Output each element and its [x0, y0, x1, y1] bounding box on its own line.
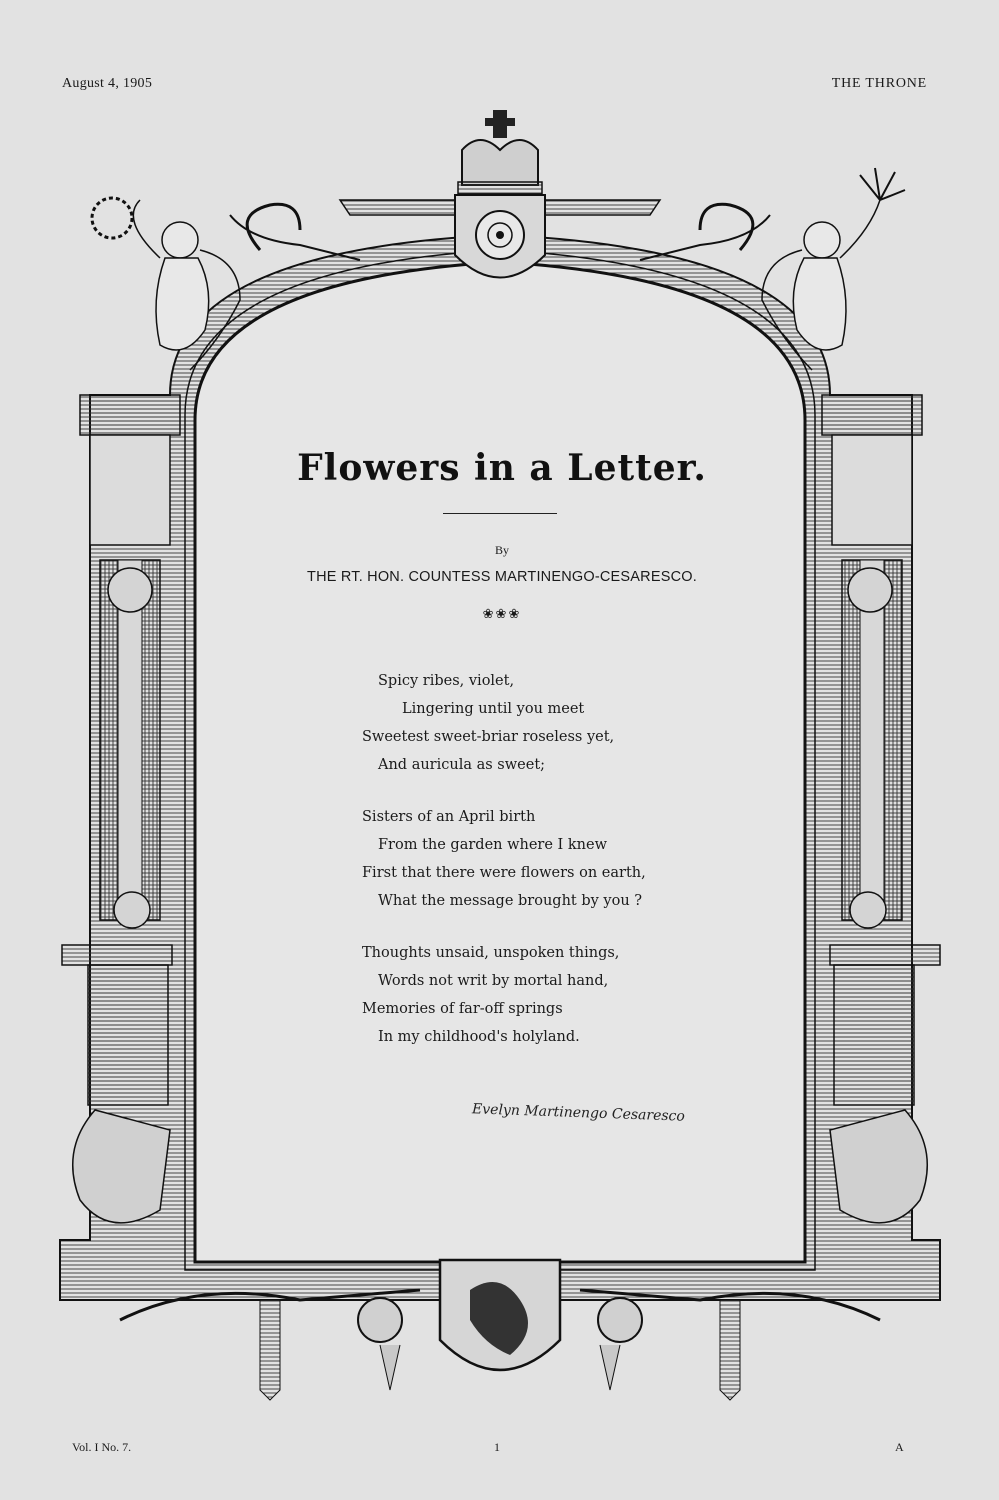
- poem-line: What the message brought by you ?: [378, 893, 643, 909]
- poem-line: Spicy ribes, violet,: [378, 673, 515, 689]
- poem-line: Lingering until you meet: [402, 701, 585, 717]
- ornament-divider: ❀❀❀: [482, 607, 522, 622]
- stanza: [362, 939, 646, 1051]
- poem-body: [362, 667, 646, 1075]
- poem-line: From the garden where I knew: [378, 837, 608, 853]
- volume-number: Vol. I No. 7.: [72, 1440, 132, 1454]
- poem-panel: [210, 355, 794, 1235]
- page-number: 1: [494, 1440, 500, 1454]
- crown-icon: [458, 110, 542, 194]
- poem-line: First that there were flowers on earth,: [362, 865, 646, 881]
- poem-line: Thoughts unsaid, unspoken things,: [362, 945, 620, 961]
- publication-name: THE THRONE: [831, 76, 927, 91]
- title-rule: [443, 513, 557, 514]
- poem-line: Sweetest sweet-briar roseless yet,: [362, 729, 615, 745]
- poem-line: Memories of far-off springs: [362, 1001, 563, 1017]
- poem-line: Words not writ by mortal hand,: [378, 973, 609, 989]
- poem-line: And auricula as sweet;: [378, 757, 546, 773]
- sheet-mark: A: [895, 1440, 904, 1454]
- poem-line: Sisters of an April birth: [362, 809, 536, 825]
- author-signature: Evelyn Martinengo Cesaresco: [471, 1101, 686, 1125]
- author-name: THE RT. HON. COUNTESS MARTINENGO-CESARESCO.: [307, 569, 697, 585]
- poem-title: Flowers in a Letter.: [297, 447, 707, 489]
- lion-crest-icon: [440, 1260, 560, 1370]
- tudor-rose-icon: [455, 195, 545, 278]
- poem-line: In my childhood's holyland.: [378, 1029, 580, 1045]
- issue-date: August 4, 1905: [62, 76, 153, 91]
- by-label: By: [494, 543, 509, 557]
- stanza: [362, 803, 646, 915]
- stanza: [362, 667, 646, 779]
